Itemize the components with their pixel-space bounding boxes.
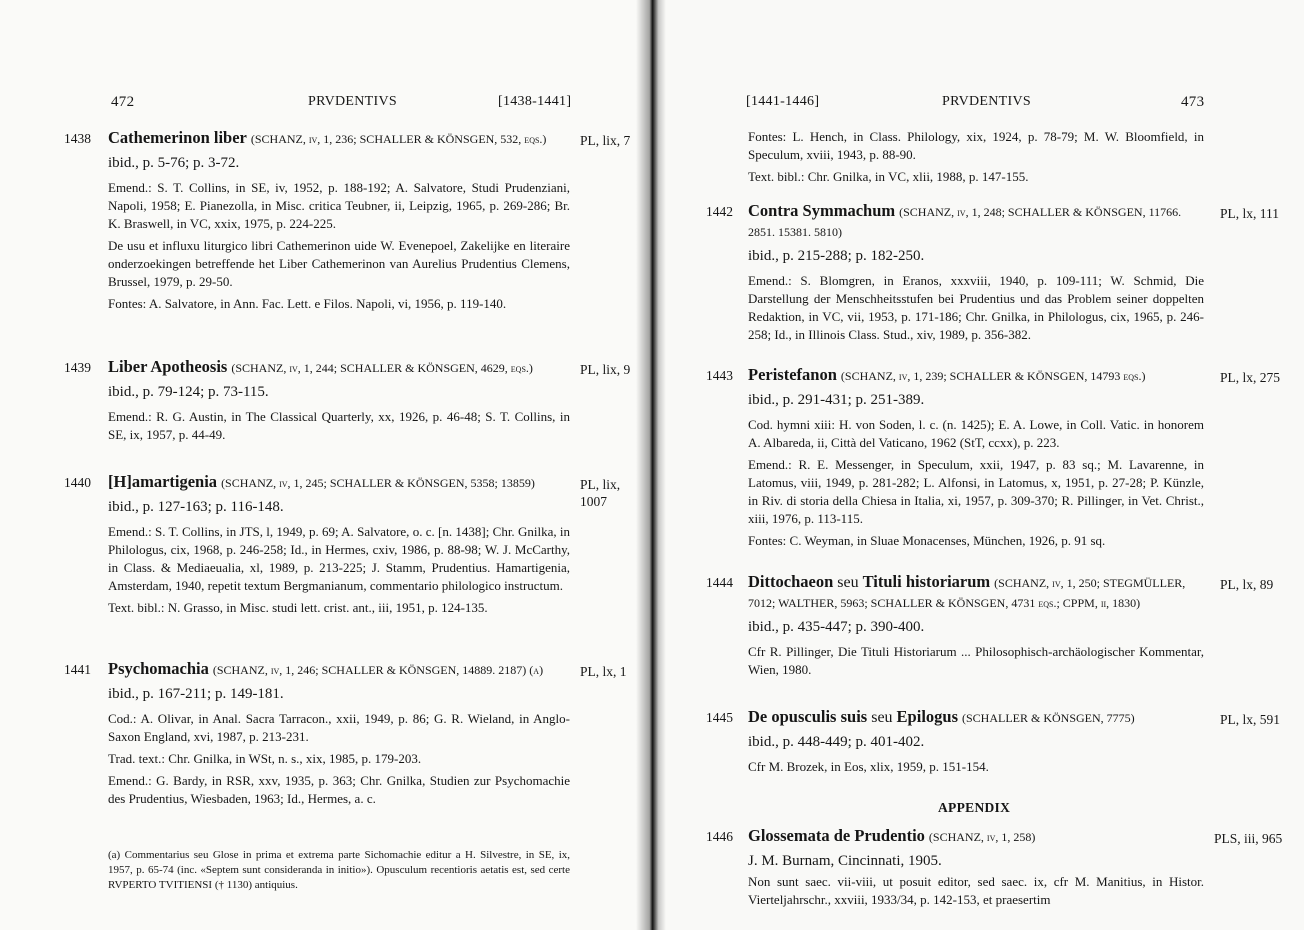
pl-reference: PL, lx, 1: [580, 664, 627, 679]
entry-1439: [108, 357, 570, 444]
entry-number: 1441: [64, 662, 91, 677]
entry-1442: [748, 201, 1204, 344]
entry-number: 1442: [706, 204, 733, 219]
cfr-paragraph: Cfr R. Pillinger, Die Tituli Historiarum ... Philosophisch-archäologischer Kommentar, Wien, 1980.: [748, 644, 1204, 677]
pl-reference: PL, lx, 89: [1220, 577, 1274, 592]
entry-1443: [748, 365, 1204, 550]
book-gutter: [636, 0, 666, 930]
entry-number: 1443: [706, 368, 733, 383]
entry-title: De opusculis suis: [748, 707, 868, 726]
trad-text-paragraph: Trad. text.: Chr. Gnilka, in WSt, n. s., xix, 1985, p. 179-203.: [108, 751, 422, 766]
ibid-line: ibid., p. 435-447; p. 390-400.: [748, 619, 925, 635]
entry-1446: [748, 826, 1204, 909]
fontes-paragraph: Fontes: A. Salvatore, in Ann. Fac. Lett. e Filos. Napoli, vi, 1956, p. 119-140.: [108, 296, 507, 311]
entry-1438: [108, 128, 570, 313]
pl-reference: PL, lix, 9: [580, 362, 631, 377]
entry-title-conjunction: seu: [871, 709, 893, 726]
entry-refs: (SCHALLER & KÖNSGEN, 7775): [962, 711, 1135, 725]
edition-line: J. M. Burnam, Cincinnati, 1905.: [748, 853, 942, 869]
emend-paragraph: Emend.: S. T. Collins, in SE, iv, 1952, p. 188-192; A. Salvatore, Studi Prudenziani, Napoli, 1958; E. Pianezolla, in Misc. critica Teubner, ii, Leipzig, 1965, p. 269-286; Br. K. Braswell, in VC, xxix, 1975, p. 224-225.: [108, 180, 570, 231]
emend-paragraph: Emend.: R. G. Austin, in The Classical Quarterly, xx, 1926, p. 46-48; S. T. Collins, in SE, ix, 1957, p. 44-49.: [108, 409, 570, 442]
ibid-line: ibid., p. 167-211; p. 149-181.: [108, 686, 284, 702]
usage-paragraph: De usu et influxu liturgico libri Cathemerinon uide W. Evenepoel, Zakelijke en literaire onderzoekingen betreffende het Liber Cathemerinon van Aurelius Prudentius Clemens, Brussel, 1979, p. 29-50.: [108, 238, 570, 289]
ibid-line: ibid., p. 127-163; p. 116-148.: [108, 499, 284, 515]
continuation-block: [748, 128, 1204, 186]
entry-alt-title: Tituli historiarum: [862, 572, 991, 591]
entry-title: Glossemata de Prudentio: [748, 826, 925, 845]
running-title: PRVDENTIVS: [308, 94, 397, 109]
pl-reference: PL, lx, 275: [1220, 370, 1281, 385]
fontes-paragraph: Fontes: C. Weyman, in Sluae Monacenses, München, 1926, p. 91 sq.: [748, 533, 1106, 548]
entry-1441: [108, 659, 570, 808]
entry-number: 1445: [706, 710, 733, 725]
emend-paragraph: Emend.: S. T. Collins, in JTS, l, 1949, p. 69; A. Salvatore, o. c. [n. 1438]; Chr. Gnilka, in Philologus, cix, 1968, p. 246-258; Id., in Hermes, cxiv, 1986, p. 88-98; W. J. McCarthy, in Class. & Mediaeualia, xl, 1989, p. 213-225; J. Stamm, Prudentius. Hamartigenia, Amsterdam, 1940, repetit textum Bergmanianum, commentario philologico instructum.: [108, 524, 570, 593]
entry-title: Dittochaeon: [748, 572, 834, 591]
cod-paragraph: Cod.: A. Olivar, in Anal. Sacra Tarracon., xxii, 1949, p. 86; G. R. Wieland, in Anglo-Saxon England, xvi, 1987, p. 213-231.: [108, 711, 570, 744]
ibid-line: ibid., p. 5-76; p. 3-72.: [108, 155, 240, 171]
entry-refs: (SCHANZ, iv, 1, 236; SCHALLER & KÖNSGEN, 532, eqs.): [250, 132, 547, 146]
emend-paragraph: Emend.: G. Bardy, in RSR, xxv, 1935, p. 363; Chr. Gnilka, Studien zur Psychomachie des Prudentius, Wiesbaden, 1963; Id., Hermes, a. c.: [108, 773, 570, 806]
pl-reference: PL, lix, 1007: [580, 477, 621, 509]
ibid-line: ibid., p. 291-431; p. 251-389.: [748, 392, 925, 408]
footnote: (a) Commentarius seu Glose in prima et extrema parte Sichomachie editur a H. Silvestre, in SE, ix, 1957, p. 65-74 (inc. «Septem sunt consideranda in initio»). Opusculum recentioris aetatis est, sed certe RVPERTO TVITIENSI († 1130) antiquius.: [108, 849, 570, 891]
fontes-paragraph: Fontes: L. Hench, in Class. Philology, xix, 1924, p. 78-79; M. W. Bloomfield, in Speculum, xviii, 1943, p. 88-90.: [748, 129, 1204, 162]
appendix-heading: APPENDIX: [938, 800, 1011, 815]
entry-1445: [748, 707, 1204, 776]
pl-reference: PL, lx, 591: [1220, 712, 1281, 727]
cfr-paragraph: Cfr M. Brozek, in Eos, xlix, 1959, p. 151-154.: [748, 759, 989, 774]
entry-title: [H]amartigenia: [108, 472, 218, 491]
pl-reference: PLS, iii, 965: [1214, 831, 1283, 846]
running-title: PRVDENTIVS: [942, 94, 1031, 109]
ibid-line: ibid., p. 448-449; p. 401-402.: [748, 734, 925, 750]
entry-range: [1441-1446]: [746, 94, 820, 109]
entry-refs: (SCHANZ, iv, 1, 250; STEGMÜLLER, 7012; WALTHER, 5963; SCHALLER & KÖNSGEN, 4731 eqs.; CPPM, ii, 1830): [748, 576, 1186, 610]
entry-refs: (SCHANZ, iv, 1, 244; SCHALLER & KÖNSGEN, 4629, eqs.): [231, 361, 533, 375]
cod-paragraph: Cod. hymni xiii: H. von Soden, l. c. (n. 1425); E. A. Lowe, in Coll. Vatic. in honorem A. Albareda, ii, Città del Vaticano, 1962 (StT, ccxx), p. 223.: [748, 417, 1204, 450]
entry-number: 1446: [706, 829, 733, 844]
entry-number: 1440: [64, 475, 91, 490]
text-bibl-paragraph: Text. bibl.: Chr. Gnilka, in VC, xlii, 1988, p. 147-155.: [748, 169, 1029, 184]
pl-reference: PL, lix, 7: [580, 133, 631, 148]
ibid-line: ibid., p. 79-124; p. 73-115.: [108, 384, 269, 400]
pl-reference: PL, lx, 111: [1220, 206, 1280, 221]
entry-refs: (SCHANZ, iv, 1, 246; SCHALLER & KÖNSGEN, 14889. 2187) (a): [212, 663, 544, 677]
page-number: 472: [111, 94, 135, 110]
entry-refs: (SCHANZ, iv, 1, 239; SCHALLER & KÖNSGEN, 14793 eqs.): [840, 369, 1146, 383]
entry-refs: (SCHANZ, iv, 1, 258): [928, 830, 1036, 844]
entry-title: Liber Apotheosis: [108, 357, 228, 376]
entry-number: 1439: [64, 360, 91, 375]
emend-paragraph: Emend.: S. Blomgren, in Eranos, xxxviii, 1940, p. 109-111; W. Schmid, Die Darstellung der Menschheitsstufen bei Prudentius und das Problem seiner doppelten Redaktion, in VC, vii, 1953, p. 171-186; Chr. Gnilka, in Philologus, cix, 1965, p. 246-258; Id., in Illinois Class. Stud., xiv, 1989, p. 356-382.: [748, 273, 1204, 342]
entry-range: [1438-1441]: [498, 94, 572, 109]
entry-alt-title: Epilogus: [896, 707, 958, 726]
entry-title-conjunction: seu: [837, 574, 859, 591]
text-bibl-paragraph: Text. bibl.: N. Grasso, in Misc. studi lett. crist. ant., iii, 1951, p. 124-135.: [108, 600, 488, 615]
entry-number: 1444: [706, 575, 733, 590]
ibid-line: ibid., p. 215-288; p. 182-250.: [748, 248, 925, 264]
commentary-paragraph: Non sunt saec. vii-viii, ut posuit editor, sed saec. ix, cfr M. Manitius, in Histor. Vierteljahrschr., xxviii, 1933/34, p. 142-153, et praesertim: [748, 874, 1204, 907]
emend-paragraph: Emend.: R. E. Messenger, in Speculum, xxii, 1947, p. 83 sq.; M. Lavarenne, in Latomus, viii, 1949, p. 281-282; L. Alfonsi, in Latomus, x, 1951, p. 27-28; P. Künzle, in Riv. di storia della Chiesa in Italia, xi, 1957, p. 309-370; R. Pillinger, in Vet. Christ., xiii, 1976, p. 113-115.: [748, 457, 1204, 526]
entry-refs: (SCHANZ, iv, 1, 245; SCHALLER & KÖNSGEN, 5358; 13859): [221, 476, 535, 490]
entry-title: Contra Symmachum: [748, 201, 896, 220]
entry-1444: [748, 572, 1204, 679]
entry-title: Psychomachia: [108, 659, 209, 678]
right-page: [652, 0, 1304, 930]
entry-title: Cathemerinon liber: [108, 128, 247, 147]
entry-refs: (SCHANZ, iv, 1, 248; SCHALLER & KÖNSGEN, 11766. 2851. 15381. 5810): [748, 205, 1182, 239]
page-number: 473: [1181, 94, 1205, 110]
entry-1440: [108, 472, 570, 617]
entry-number: 1438: [64, 131, 91, 146]
entry-title: Peristefanon: [748, 365, 837, 384]
